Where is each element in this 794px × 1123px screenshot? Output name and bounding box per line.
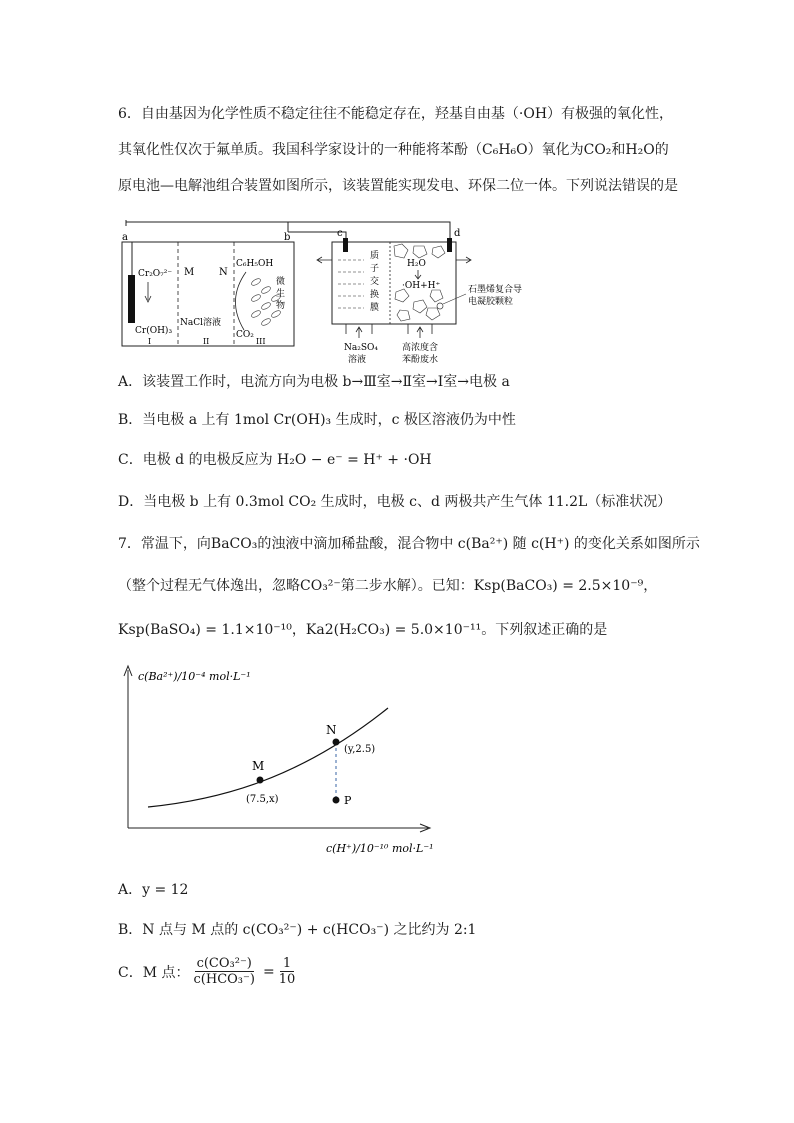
graphene-label-2: 电凝胶颗粒 — [468, 297, 514, 307]
label-b: b — [284, 232, 291, 243]
label-d: d — [454, 228, 461, 239]
room-1-label: I — [148, 337, 152, 346]
membrane-label-4: 换 — [370, 290, 380, 300]
q7-option-c-prefix: C．M 点： — [118, 964, 190, 981]
membrane-label-3: 交 — [370, 277, 380, 287]
nacl-label: NaCl溶液 — [180, 318, 222, 328]
label-n: N — [219, 267, 228, 278]
oh-h-label: ·OH+H⁺ — [402, 281, 441, 291]
q6-line-1: 6．自由基因为化学性质不稳定往往不能稳定存在，羟基自由基（·OH）有极强的氧化性， — [118, 106, 674, 122]
q6-option-b: B．当电极 a 上有 1mol Cr(OH)₃ 生成时，c 极区溶液仍为中性 — [118, 412, 516, 428]
solution-label: 溶液 — [348, 355, 367, 365]
microbe-label-2: 生 — [276, 289, 286, 299]
waste-label-1: 高浓度含 — [402, 343, 439, 353]
q6-apparatus-figure — [118, 220, 558, 368]
point-n-label: N — [326, 723, 337, 737]
q7-line-3: Ksp(BaSO₄) = 1.1×10⁻¹⁰，Ka2(H₂CO₃) = 5.0×10⁻¹¹。下列叙述正确的是 — [118, 622, 608, 638]
x-axis-label: c(H⁺)/10⁻¹⁰ mol·L⁻¹ — [326, 842, 434, 855]
label-a: a — [122, 232, 128, 243]
room-3-label: III — [256, 337, 266, 346]
cr2o7-label: Cr₂O₇²⁻ — [138, 269, 173, 279]
graphene-label-1: 石墨烯复合导 — [468, 285, 523, 295]
point-n — [333, 739, 340, 746]
point-n-coord: (y,2.5) — [344, 744, 376, 755]
q7-option-c — [118, 956, 295, 987]
point-m — [257, 777, 264, 784]
fraction-left — [194, 956, 255, 987]
q7-option-a: A．y = 12 — [118, 882, 189, 898]
q7-option-b: B．N 点与 M 点的 c(CO₃²⁻) + c(HCO₃⁻) 之比约为 2:1 — [118, 922, 477, 938]
point-p-label: P — [344, 794, 352, 807]
electrode-d — [447, 238, 452, 252]
point-m-coord: (7.5,x) — [246, 794, 279, 805]
y-axis-label: c(Ba²⁺)/10⁻⁴ mol·L⁻¹ — [138, 670, 251, 683]
fraction-left-denominator: c(HCO₃⁻) — [193, 972, 255, 987]
point-p — [333, 797, 340, 804]
ba-curve — [148, 708, 388, 807]
gel-particle — [437, 303, 443, 309]
equals-sign: = — [262, 963, 275, 980]
room-2-label: II — [203, 337, 210, 346]
q6-line-3: 原电池—电解池组合装置如图所示，该装置能实现发电、环保二位一体。下列说法错误的是 — [118, 178, 678, 194]
microbe-label-1: 微 — [276, 277, 286, 287]
q6-line-2: 其氧化性仅次于氟单质。我国科学家设计的一种能将苯酚（C₆H₆O）氧化为CO₂和H₂O的 — [118, 142, 669, 158]
label-m: M — [184, 267, 195, 278]
q7-line-1: 7．常温下，向BaCO₃的浊液中滴加稀盐酸，混合物中 c(Ba²⁺) 随 c(H⁺) 的变化关系如图所示 — [118, 536, 700, 552]
fraction-right-numerator: 1 — [280, 956, 294, 972]
c6h5oh-label: C₆H₅OH — [236, 259, 274, 269]
waste-label-2: 苯酚废水 — [402, 355, 439, 365]
membrane-label-1: 质 — [370, 251, 380, 261]
electrode-a — [128, 275, 135, 323]
croh3-label: Cr(OH)₃ — [135, 326, 173, 336]
electrode-c — [343, 238, 348, 252]
na2so4-label: Na₂SO₄ — [344, 343, 379, 353]
point-m-label: M — [252, 759, 265, 773]
microbe-label-3: 物 — [276, 301, 286, 311]
h2o-top-label: H₂O — [407, 259, 426, 269]
q7-line-2: （整个过程无气体逸出，忽略CO₃²⁻第二步水解）。已知：Ksp(BaCO₃) = 2.5×10⁻⁹， — [118, 578, 658, 594]
fraction-left-numerator: c(CO₃²⁻) — [196, 956, 252, 971]
label-c: c — [337, 228, 343, 239]
q6-option-c: C．电极 d 的电极反应为 H₂O − e⁻ = H⁺ + ·OH — [118, 452, 432, 468]
fraction-right — [279, 956, 296, 987]
fraction-right-denominator: 10 — [278, 972, 296, 987]
q6-option-d: D．当电极 b 上有 0.3mol CO₂ 生成时，电极 c、d 两极共产生气体 11.2L（标准状况） — [118, 494, 672, 510]
co2-label: CO₂ — [236, 330, 254, 340]
q7-graph — [118, 660, 468, 860]
q6-option-a: A．该装置工作时，电流方向为电极 b→Ⅲ室→Ⅱ室→Ⅰ室→电极 a — [118, 374, 510, 390]
membrane-label-2: 子 — [370, 264, 380, 274]
membrane-label-5: 膜 — [370, 303, 380, 313]
